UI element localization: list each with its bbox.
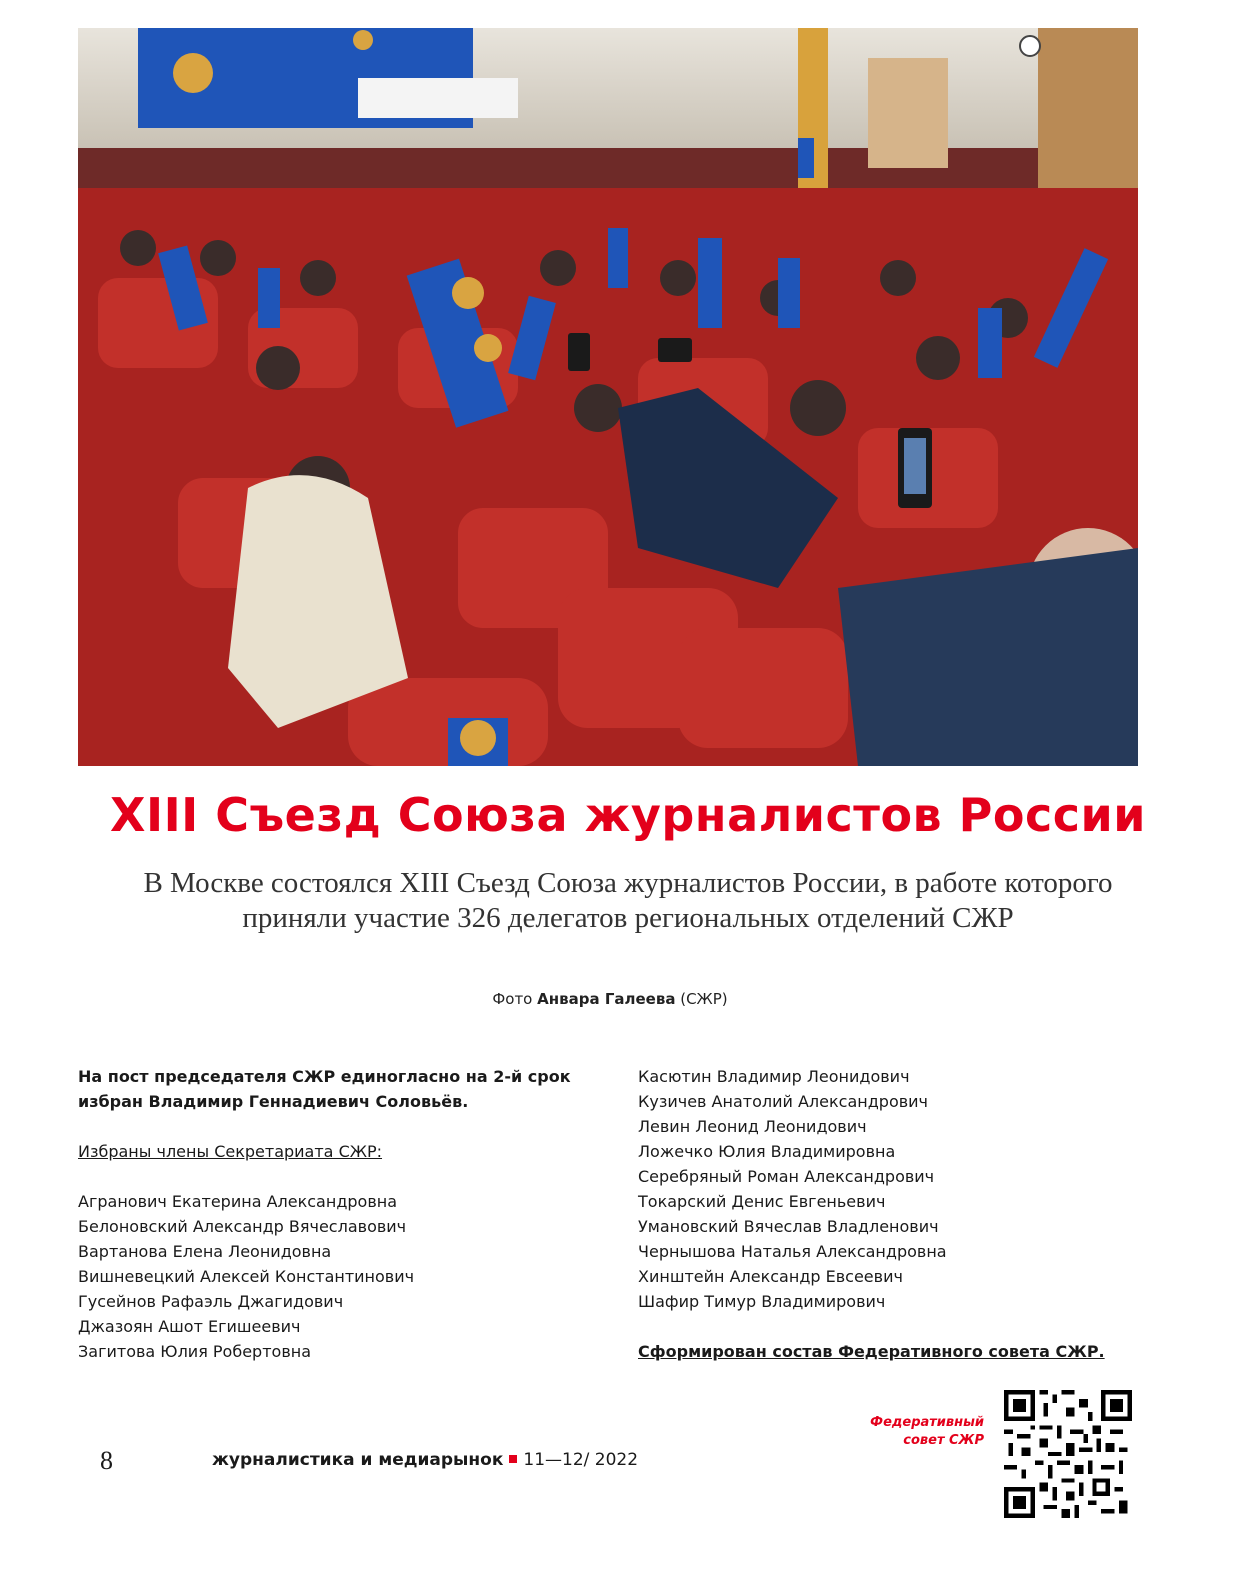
issue-number: 11—12/ 2022: [523, 1450, 639, 1470]
magazine-name: журналистика и медиарынок: [212, 1450, 504, 1470]
federal-council-note: Сформирован состав Федеративного совета СЖР.: [638, 1342, 1105, 1361]
list-item: Серебряный Роман Александрович: [638, 1167, 935, 1186]
list-item: Касютин Владимир Леонидович: [638, 1067, 910, 1086]
list-item: Левин Леонид Леонидович: [638, 1117, 867, 1136]
photo-credit: [0, 990, 1220, 1008]
list-item: Умановский Вячеслав Владленович: [638, 1217, 939, 1236]
red-square-icon: [509, 1455, 517, 1463]
list-item: Кузичев Анатолий Александрович: [638, 1092, 929, 1111]
left-column: [78, 1064, 598, 1364]
chairman-lead: На пост председателя СЖР единогласно на 2-й срок избран Владимир Геннадиевич Соловьёв.: [78, 1067, 571, 1111]
secretariat-heading: Избраны члены Секретариата СЖР:: [78, 1142, 383, 1161]
article-title: XIII Съезд Союза журналистов России: [109, 788, 1146, 842]
magazine-footer: [212, 1450, 638, 1470]
article-subtitle: В Москве состоялся XIII Съезд Союза журналистов России, в работе которого приняли участие 326 делегатов региональных отделений СЖР: [143, 867, 1113, 934]
list-item: Ложечко Юлия Владимировна: [638, 1142, 896, 1161]
list-item: Загитова Юлия Робертовна: [78, 1342, 312, 1361]
qr-code-icon[interactable]: [1004, 1390, 1132, 1518]
credit-prefix: Фото: [492, 990, 533, 1008]
credit-name: Анвара Галеева: [537, 990, 676, 1008]
list-item: Белоновский Александр Вячеславович: [78, 1217, 407, 1236]
qr-label: Федеративный совет СЖР: [870, 1415, 984, 1448]
list-item: Хинштейн Александр Евсеевич: [638, 1267, 903, 1286]
list-item: Токарский Денис Евгеньевич: [638, 1192, 886, 1211]
list-item: Вартанова Елена Леонидовна: [78, 1242, 332, 1261]
list-item: Гусейнов Рафаэль Джагидович: [78, 1292, 344, 1311]
page-number: 8: [100, 1446, 113, 1475]
list-item: Шафир Тимур Владимирович: [638, 1292, 886, 1311]
list-item: Агранович Екатерина Александровна: [78, 1192, 398, 1211]
right-column: [638, 1064, 1158, 1364]
list-item: Вишневецкий Алексей Константинович: [78, 1267, 415, 1286]
credit-suffix: (СЖР): [680, 990, 728, 1008]
list-item: Джазоян Ашот Егишеевич: [78, 1317, 301, 1336]
conference-hall-photo: [78, 28, 1138, 766]
list-item: Чернышова Наталья Александровна: [638, 1242, 947, 1261]
